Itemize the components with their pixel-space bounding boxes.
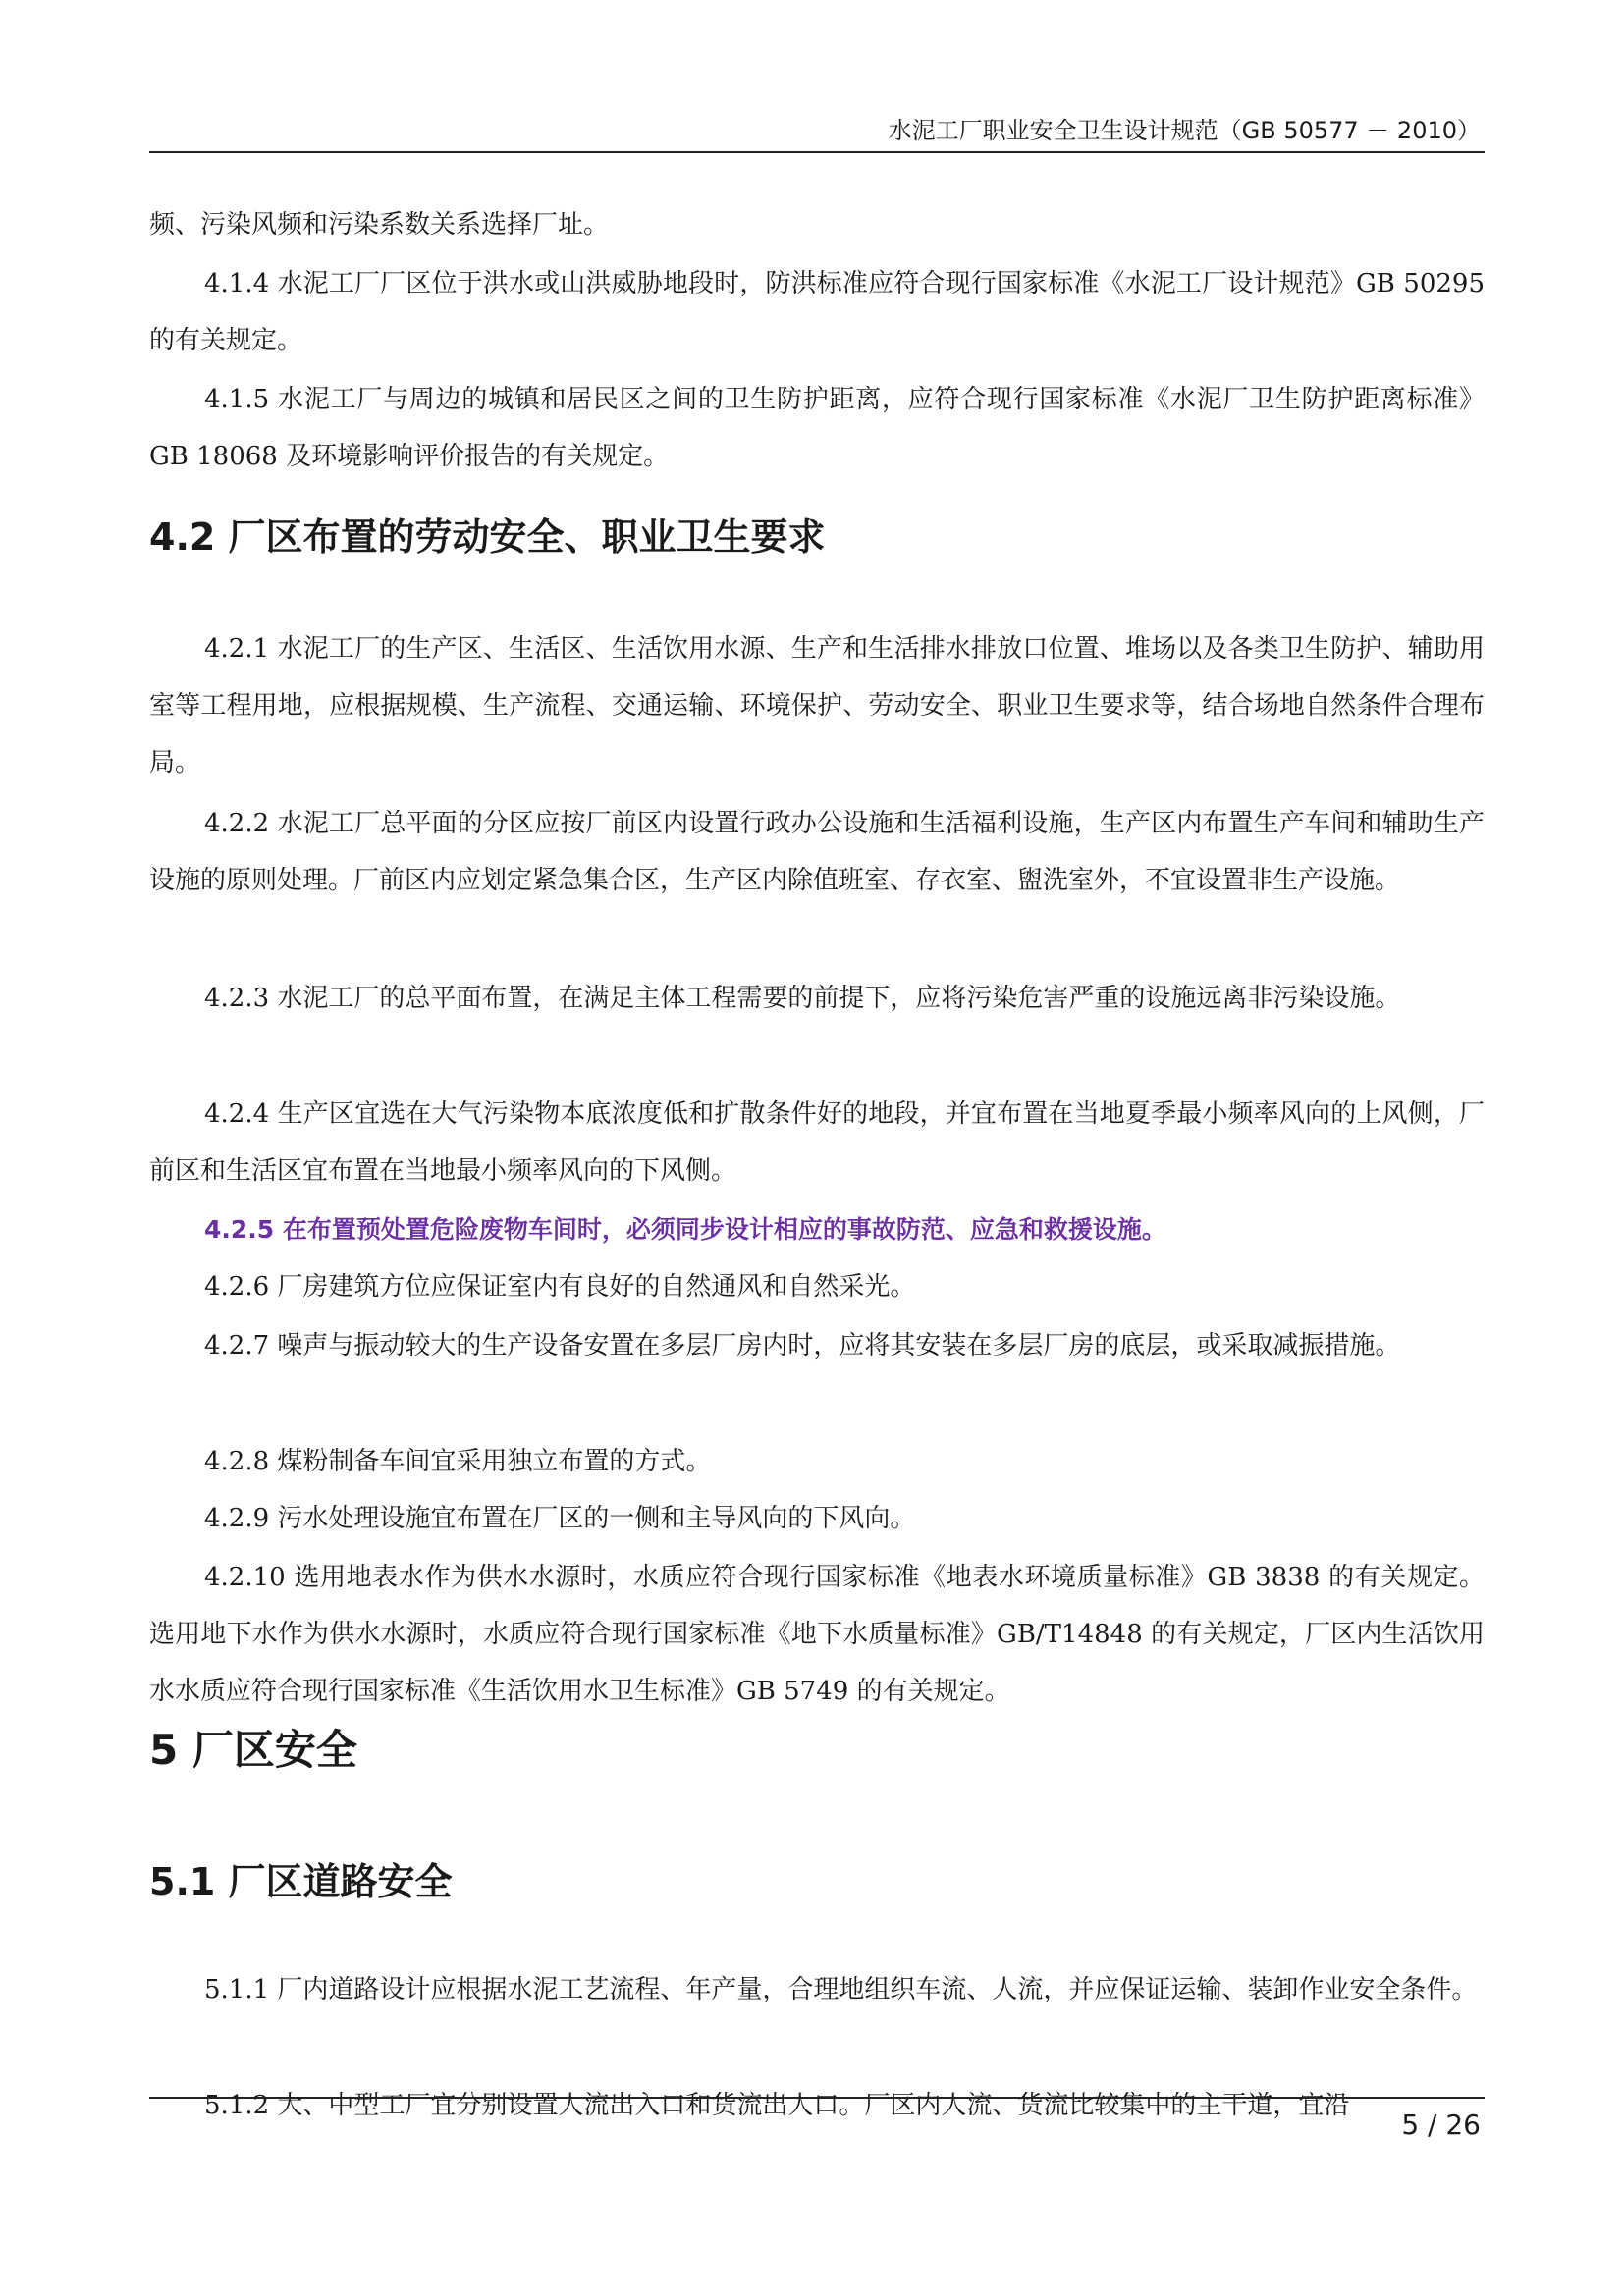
clause-5-1-1: 5.1.1 厂内道路设计应根据水泥工艺流程、年产量，合理地组织车流、人流，并应保证运输、装卸作业安全条件。 bbox=[204, 1975, 1478, 2004]
section-heading-4-2: 4.2 厂区布置的劳动安全、职业卫生要求 bbox=[149, 515, 826, 559]
paragraph-continuation: 频、污染风频和污染系数关系选择厂址。 bbox=[149, 210, 610, 240]
document-title: 水泥工厂职业安全卫生设计规范（GB 50577 － 2010） bbox=[888, 117, 1481, 144]
clause-4-2-4: 4.2.4 生产区宜选在大气污染物本底浓度低和扩散条件好的地段，并宜布置在当地夏季最小频率风向的上风侧，厂前区和生活区宜布置在当地最小频率风向的下风侧。 bbox=[149, 1099, 1485, 1186]
clause-5-1-2: 5.1.2 大、中型工厂宜分别设置人流出入口和货流出人口。厂区内人流、货流比较集中的主干道，宜沿 bbox=[204, 2091, 1350, 2120]
clause-4-2-2: 4.2.2 水泥工厂总平面的分区应按厂前区内设置行政办公设施和生活福利设施，生产区内布置生产车间和辅助生产设施的原则处理。厂前区内应划定紧急集合区，生产区内除值班室、存衣室、盥洗室外，不宜设置非生产设施。 bbox=[149, 809, 1485, 895]
chapter-heading-5: 5 厂区安全 bbox=[149, 1726, 357, 1774]
clause-4-2-3: 4.2.3 水泥工厂的总平面布置，在满足主体工程需要的前提下，应将污染危害严重的设施远离非污染设施。 bbox=[204, 984, 1401, 1013]
clause-4-2-9: 4.2.9 污水处理设施宜布置在厂区的一侧和主导风向的下风向。 bbox=[204, 1504, 916, 1533]
clause-4-1-5: 4.1.5 水泥工厂与周边的城镇和居民区之间的卫生防护距离，应符合现行国家标准《水泥厂卫生防护距离标准》GB 18068 及环境影响评价报告的有关规定。 bbox=[149, 385, 1485, 471]
clause-4-2-5-mandatory: 4.2.5 在布置预处置危险废物车间时，必须同步设计相应的事故防范、应急和救援设施。 bbox=[204, 1215, 1166, 1244]
clause-4-1-4: 4.1.4 水泥工厂厂区位于洪水或山洪威胁地段时，防洪标准应符合现行国家标准《水泥工厂设计规范》GB 50295 的有关规定。 bbox=[149, 269, 1485, 355]
clause-4-2-8: 4.2.8 煤粉制备车间宜采用独立布置的方式。 bbox=[204, 1447, 712, 1476]
clause-4-2-10: 4.2.10 选用地表水作为供水水源时，水质应符合现行国家标准《地表水环境质量标准》GB 3838 的有关规定。选用地下水作为供水水源时，水质应符合现行国家标准《地下水质量标准》GB/T14848 的有关规定，厂区内生活饮用水水质应符合现行国家标准《生活饮用水卫生标准》GB 5749 的有关规定。 bbox=[149, 1563, 1485, 1706]
page-number: 5 / 26 bbox=[1401, 2109, 1481, 2141]
clause-4-2-6: 4.2.6 厂房建筑方位应保证室内有良好的自然通风和自然采光。 bbox=[204, 1272, 916, 1302]
clause-4-2-1: 4.2.1 水泥工厂的生产区、生活区、生活饮用水源、生产和生活排水排放口位置、堆场以及各类卫生防护、辅助用室等工程用地，应根据规模、生产流程、交通运输、环境保护、劳动安全、职业卫生要求等，结合场地自然条件合理布局。 bbox=[149, 634, 1485, 777]
clause-4-2-7: 4.2.7 噪声与振动较大的生产设备安置在多层厂房内时，应将其安装在多层厂房的底层，或采取减振措施。 bbox=[204, 1331, 1401, 1361]
page-header bbox=[149, 116, 1485, 153]
section-heading-5-1: 5.1 厂区道路安全 bbox=[149, 1860, 453, 1903]
